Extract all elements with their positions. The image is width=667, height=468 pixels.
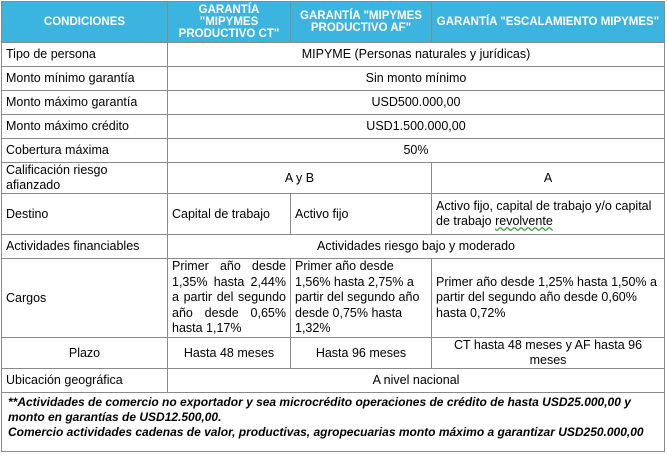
row-value: Actividades riesgo bajo y moderado — [168, 235, 665, 259]
row-label: Ubicación geográfica — [2, 369, 168, 393]
conditions-table — [1, 1, 665, 452]
row-label: Monto máximo crédito — [2, 115, 168, 139]
row-label: Plazo — [2, 338, 168, 369]
table-row — [2, 369, 665, 393]
row-value: Primer año desde 1,35% hasta 2,44% a partir del segundo año desde 0,65% hasta 1,17% — [168, 259, 291, 338]
row-value: USD1.500.000,00 — [168, 115, 665, 139]
table-row — [2, 338, 665, 369]
footnote-line-1: **Actividades de comercio no exportador y sea microcrédito operaciones de crédito de hasta USD25.000,00 y monto en garantías de USD12.500,00. — [8, 395, 631, 424]
table-row — [2, 115, 665, 139]
row-label: Cobertura máxima — [2, 139, 168, 163]
row-value: USD500.000,00 — [168, 91, 665, 115]
destino-esc-text: Activo fijo, capital de trabajo y/o capital de trabajo — [436, 199, 652, 228]
table-row — [2, 67, 665, 91]
header-mipymes-af: GARANTÍA "MIPYMES PRODUCTIVO AF" — [291, 2, 432, 43]
row-value: Hasta 48 meses — [168, 338, 291, 369]
header-row — [2, 2, 665, 43]
row-value — [432, 194, 665, 235]
row-value: Capital de trabajo — [168, 194, 291, 235]
header-escalamiento: GARANTÍA "ESCALAMIENTO MIPYMES" — [432, 2, 665, 43]
row-value: CT hasta 48 meses y AF hasta 96 meses — [432, 338, 665, 369]
row-value: Sin monto mínimo — [168, 67, 665, 91]
header-mipymes-ct: GARANTÍA "MIPYMES PRODUCTIVO CT" — [168, 2, 291, 43]
row-value: A — [432, 163, 665, 194]
footnote — [2, 393, 665, 452]
footnote-row — [2, 393, 665, 452]
header-condiciones: CONDICIONES — [2, 2, 168, 43]
row-value: Primer año desde 1,25% hasta 1,50% a partir del segundo año desde 0,60% hasta 0,72% — [432, 259, 665, 338]
row-label: Monto máximo garantía — [2, 91, 168, 115]
row-value: Hasta 96 meses — [291, 338, 432, 369]
row-label: Destino — [2, 194, 168, 235]
destino-esc-revolvente: revolvente — [495, 214, 553, 228]
table-row — [2, 259, 665, 338]
row-label: Monto mínimo garantía — [2, 67, 168, 91]
table-row — [2, 235, 665, 259]
footnote-line-2: Comercio actividades cadenas de valor, productivas, agropecuarias monto máximo a garantizar USD250.000,00 — [8, 425, 644, 439]
row-value: A nivel nacional — [168, 369, 665, 393]
row-label: Cargos — [2, 259, 168, 338]
row-value: Activo fijo — [291, 194, 432, 235]
row-value: 50% — [168, 139, 665, 163]
table-row — [2, 194, 665, 235]
table-row — [2, 163, 665, 194]
table-row — [2, 139, 665, 163]
row-value: Primer año desde 1,56% hasta 2,75% a partir del segundo año desde 0,75% hasta 1,32% — [291, 259, 432, 338]
row-value: MIPYME (Personas naturales y jurídicas) — [168, 43, 665, 67]
table-row — [2, 43, 665, 67]
row-value: A y B — [168, 163, 432, 194]
row-label: Tipo de persona — [2, 43, 168, 67]
row-label: Actividades financiables — [2, 235, 168, 259]
table-row — [2, 91, 665, 115]
row-label: Calificación riesgo afianzado — [2, 163, 168, 194]
